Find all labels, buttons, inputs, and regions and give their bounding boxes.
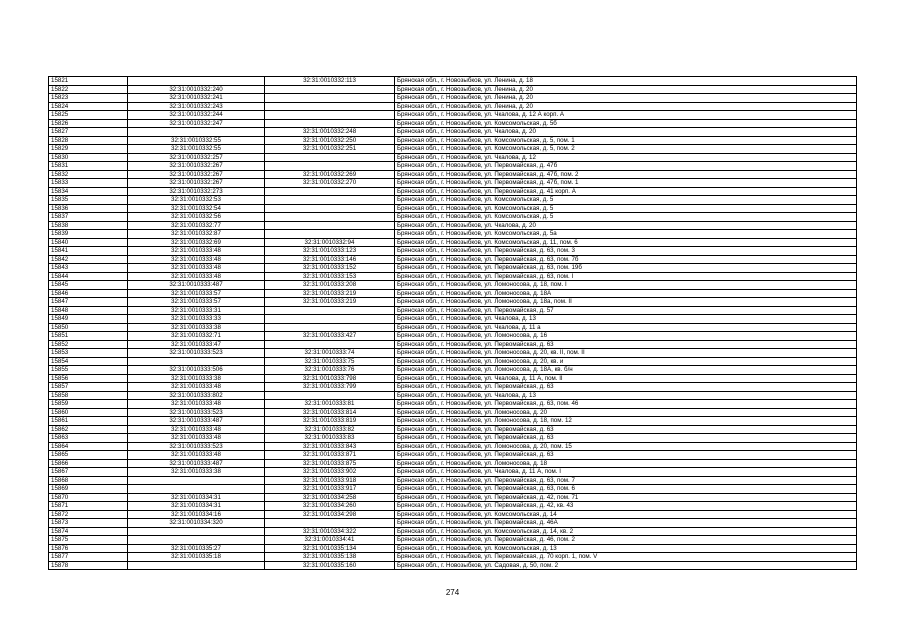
row-number-cell: 15833 [49,179,128,188]
row-number-cell: 15874 [49,527,128,536]
table-row [49,510,857,519]
cadastral-number-cell: 32:31:0010333:76 [265,366,395,375]
table-row [49,306,857,315]
row-number-cell: 15876 [49,544,128,553]
parent-cadastral-number-cell: 32:31:0010333:48 [128,400,265,409]
row-number-cell: 15873 [49,519,128,528]
table-row [49,170,857,179]
parent-cadastral-number-cell: 32:31:0010333:48 [128,451,265,460]
parent-cadastral-number-cell: 32:31:0010335:18 [128,553,265,562]
parent-cadastral-number-cell: 32:31:0010333:48 [128,434,265,443]
cadastral-number-cell: 32:31:0010334:322 [265,527,395,536]
cadastral-number-cell: 32:31:0010332:94 [265,238,395,247]
address-cell: Брянская обл., г. Новозыбков, ул. Первомайская, д. 63, пом. 19б [395,264,857,273]
address-cell: Брянская обл., г. Новозыбков, ул. Ломоносова, д. 18А, кв. б/н [395,366,857,375]
row-number-cell: 15862 [49,425,128,434]
cadastral-number-cell: 32:31:0010333:871 [265,451,395,460]
parent-cadastral-number-cell: 32:31:0010332:267 [128,162,265,171]
row-number-cell: 15842 [49,255,128,264]
address-cell: Брянская обл., г. Новозыбков, ул. Ломоносова, д. 20, пом. 15 [395,442,857,451]
row-number-cell: 15870 [49,493,128,502]
table-row [49,366,857,375]
address-cell: Брянская обл., г. Новозыбков, ул. Первомайская, д. 70 корп. 1, пом. V [395,553,857,562]
row-number-cell: 15855 [49,366,128,375]
cadastral-number-cell [265,391,395,400]
parent-cadastral-number-cell: 32:31:0010333:506 [128,366,265,375]
table-row [49,391,857,400]
cadastral-number-cell: 32:31:0010335:138 [265,553,395,562]
table-row [49,289,857,298]
address-cell: Брянская обл., г. Новозыбков, ул. Ленина, д. 18 [395,77,857,86]
row-number-cell: 15850 [49,323,128,332]
cadastral-register-table [48,76,857,570]
cadastral-number-cell: 32:31:0010334:258 [265,493,395,502]
parent-cadastral-number-cell: 32:31:0010334:31 [128,502,265,511]
table-row [49,187,857,196]
parent-cadastral-number-cell: 32:31:0010333:57 [128,298,265,307]
row-number-cell: 15822 [49,85,128,94]
row-number-cell: 15846 [49,289,128,298]
row-number-cell: 15832 [49,170,128,179]
cadastral-number-cell [265,111,395,120]
row-number-cell: 15859 [49,400,128,409]
table-row [49,434,857,443]
address-cell: Брянская обл., г. Новозыбков, ул. Первомайская, д. 57 [395,306,857,315]
cadastral-number-cell: 32:31:0010335:134 [265,544,395,553]
table-row [49,476,857,485]
address-cell: Брянская обл., г. Новозыбков, ул. Комсомольская, д. 5а [395,230,857,239]
cadastral-number-cell: 32:31:0010333:219 [265,298,395,307]
cadastral-number-cell [265,196,395,205]
cadastral-number-cell [265,187,395,196]
row-number-cell: 15821 [49,77,128,86]
row-number-cell: 15829 [49,145,128,154]
cadastral-number-cell: 32:31:0010333:798 [265,374,395,383]
table-row [49,221,857,230]
parent-cadastral-number-cell: 32:31:0010335:27 [128,544,265,553]
address-cell: Брянская обл., г. Новозыбков, ул. Чкалова, д. 11 А, пом. II [395,374,857,383]
row-number-cell: 15845 [49,281,128,290]
parent-cadastral-number-cell: 32:31:0010332:69 [128,238,265,247]
table-row [49,502,857,511]
table-row [49,230,857,239]
cadastral-number-cell: 32:31:0010333:152 [265,264,395,273]
cadastral-number-cell: 32:31:0010333:75 [265,357,395,366]
cadastral-number-cell: 32:31:0010333:83 [265,434,395,443]
cadastral-number-cell: 32:31:0010333:918 [265,476,395,485]
address-cell: Брянская обл., г. Новозыбков, ул. Чкалова, д. 20 [395,128,857,137]
cadastral-number-cell [265,162,395,171]
parent-cadastral-number-cell: 32:31:0010333:487 [128,281,265,290]
parent-cadastral-number-cell: 32:31:0010332:71 [128,332,265,341]
row-number-cell: 15838 [49,221,128,230]
row-number-cell: 15868 [49,476,128,485]
table-row [49,94,857,103]
cadastral-number-cell [265,230,395,239]
parent-cadastral-number-cell [128,527,265,536]
table-row [49,85,857,94]
table-row [49,213,857,222]
table-row [49,425,857,434]
table-row [49,102,857,111]
address-cell: Брянская обл., г. Новозыбков, ул. Чкалова, д. 13 [395,391,857,400]
row-number-cell: 15866 [49,459,128,468]
cadastral-number-cell [265,94,395,103]
parent-cadastral-number-cell: 32:31:0010332:55 [128,136,265,145]
address-cell: Брянская обл., г. Новозыбков, ул. Первомайская, д. 63 [395,340,857,349]
cadastral-number-cell: 32:31:0010334:298 [265,510,395,519]
row-number-cell: 15852 [49,340,128,349]
table-row [49,459,857,468]
cadastral-number-cell: 32:31:0010333:123 [265,247,395,256]
cadastral-number-cell [265,306,395,315]
row-number-cell: 15858 [49,391,128,400]
table-row [49,519,857,528]
cadastral-number-cell [265,153,395,162]
table-row [49,417,857,426]
cadastral-number-cell [265,315,395,324]
address-cell: Брянская обл., г. Новозыбков, ул. Первомайская, д. 47б, пом. 1 [395,179,857,188]
row-number-cell: 15823 [49,94,128,103]
address-cell: Брянская обл., г. Новозыбков, ул. Первомайская, д. 63 [395,451,857,460]
table-row [49,247,857,256]
register-table-body [49,77,857,570]
address-cell: Брянская обл., г. Новозыбков, ул. Первомайская, д. 41 корп. А [395,187,857,196]
cadastral-number-cell: 32:31:0010333:74 [265,349,395,358]
parent-cadastral-number-cell: 32:31:0010332:247 [128,119,265,128]
parent-cadastral-number-cell: 32:31:0010332:55 [128,145,265,154]
row-number-cell: 15824 [49,102,128,111]
cadastral-number-cell: 32:31:0010333:208 [265,281,395,290]
row-number-cell: 15834 [49,187,128,196]
row-number-cell: 15844 [49,272,128,281]
parent-cadastral-number-cell: 32:31:0010332:240 [128,85,265,94]
row-number-cell: 15831 [49,162,128,171]
parent-cadastral-number-cell: 32:31:0010333:48 [128,383,265,392]
row-number-cell: 15841 [49,247,128,256]
parent-cadastral-number-cell: 32:31:0010332:257 [128,153,265,162]
table-row [49,451,857,460]
address-cell: Брянская обл., г. Новозыбков, ул. Чкалова, д. 12 А корп. А [395,111,857,120]
row-number-cell: 15871 [49,502,128,511]
table-row [49,162,857,171]
table-row [49,153,857,162]
row-number-cell: 15872 [49,510,128,519]
table-row [49,553,857,562]
cadastral-number-cell: 32:31:0010333:819 [265,417,395,426]
parent-cadastral-number-cell: 32:31:0010333:38 [128,323,265,332]
parent-cadastral-number-cell [128,357,265,366]
cadastral-number-cell: 32:31:0010332:250 [265,136,395,145]
cadastral-number-cell: 32:31:0010333:843 [265,442,395,451]
table-row [49,544,857,553]
row-number-cell: 15865 [49,451,128,460]
cadastral-number-cell [265,204,395,213]
table-row [49,536,857,545]
table-row [49,179,857,188]
table-row [49,374,857,383]
parent-cadastral-number-cell: 32:31:0010334:320 [128,519,265,528]
address-cell: Брянская обл., г. Новозыбков, ул. Комсомольская, д. 5 [395,213,857,222]
parent-cadastral-number-cell: 32:31:0010333:48 [128,247,265,256]
parent-cadastral-number-cell: 32:31:0010333:48 [128,255,265,264]
row-number-cell: 15861 [49,417,128,426]
row-number-cell: 15867 [49,468,128,477]
address-cell: Брянская обл., г. Новозыбков, ул. Комсомольская, д. 5 [395,204,857,213]
address-cell: Брянская обл., г. Новозыбков, ул. Комсомольская, д. 5, пом. 2 [395,145,857,154]
parent-cadastral-number-cell [128,561,265,570]
address-cell: Брянская обл., г. Новозыбков, ул. Первомайская, д. 42, кв. 43 [395,502,857,511]
address-cell: Брянская обл., г. Новозыбков, ул. Чкалова, д. 13 [395,315,857,324]
parent-cadastral-number-cell: 32:31:0010332:241 [128,94,265,103]
table-row [49,408,857,417]
table-row [49,136,857,145]
address-cell: Брянская обл., г. Новозыбков, ул. Комсомольская, д. 11, пом. 6 [395,238,857,247]
address-cell: Брянская обл., г. Новозыбков, ул. Первомайская, д. 47б, пом. 2 [395,170,857,179]
cadastral-number-cell: 32:31:0010334:41 [265,536,395,545]
table-row [49,111,857,120]
row-number-cell: 15837 [49,213,128,222]
table-row [49,468,857,477]
row-number-cell: 15843 [49,264,128,273]
parent-cadastral-number-cell: 32:31:0010333:802 [128,391,265,400]
cadastral-number-cell: 32:31:0010332:269 [265,170,395,179]
row-number-cell: 15863 [49,434,128,443]
address-cell: Брянская обл., г. Новозыбков, ул. Первомайская, д. 42, пом. 71 [395,493,857,502]
address-cell: Брянская обл., г. Новозыбков, ул. Ломоносова, д. 18А [395,289,857,298]
parent-cadastral-number-cell: 32:31:0010332:56 [128,213,265,222]
cadastral-number-cell [265,519,395,528]
row-number-cell: 15836 [49,204,128,213]
row-number-cell: 15860 [49,408,128,417]
address-cell: Брянская обл., г. Новозыбков, ул. Ленина, д. 20 [395,102,857,111]
table-row [49,264,857,273]
address-cell: Брянская обл., г. Новозыбков, ул. Чкалова, д. 11 А, пом. I [395,468,857,477]
row-number-cell: 15840 [49,238,128,247]
address-cell: Брянская обл., г. Новозыбков, ул. Комсомольская, д. 5 [395,196,857,205]
parent-cadastral-number-cell [128,536,265,545]
table-row [49,485,857,494]
parent-cadastral-number-cell: 32:31:0010333:523 [128,349,265,358]
parent-cadastral-number-cell: 32:31:0010332:244 [128,111,265,120]
cadastral-number-cell: 32:31:0010334:260 [265,502,395,511]
cadastral-number-cell [265,213,395,222]
cadastral-number-cell: 32:31:0010332:251 [265,145,395,154]
address-cell: Брянская обл., г. Новозыбков, ул. Первомайская, д. 63 [395,434,857,443]
parent-cadastral-number-cell: 32:31:0010333:523 [128,442,265,451]
parent-cadastral-number-cell: 32:31:0010332:53 [128,196,265,205]
cadastral-number-cell [265,119,395,128]
address-cell: Брянская обл., г. Новозыбков, ул. Ломоносова, д. 18, пом. 12 [395,417,857,426]
address-cell: Брянская обл., г. Новозыбков, ул. Ленина, д. 20 [395,94,857,103]
cadastral-number-cell: 32:31:0010333:81 [265,400,395,409]
parent-cadastral-number-cell: 32:31:0010334:16 [128,510,265,519]
table-row [49,315,857,324]
parent-cadastral-number-cell: 32:31:0010332:87 [128,230,265,239]
address-cell: Брянская обл., г. Новозыбков, ул. Ломоносова, д. 18а, пом. II [395,298,857,307]
address-cell: Брянская обл., г. Новозыбков, ул. Первомайская, д. 63 [395,383,857,392]
cadastral-number-cell: 32:31:0010333:799 [265,383,395,392]
address-cell: Брянская обл., г. Новозыбков, ул. Первомайская, д. 63, пом. 7 [395,476,857,485]
cadastral-number-cell: 32:31:0010332:248 [265,128,395,137]
address-cell: Брянская обл., г. Новозыбков, ул. Ломоносова, д. 20, кв. II, пом. II [395,349,857,358]
table-row [49,196,857,205]
address-cell: Брянская обл., г. Новозыбков, ул. Чкалова, д. 12 [395,153,857,162]
address-cell: Брянская обл., г. Новозыбков, ул. Ломоносова, д. 20, кв. и [395,357,857,366]
address-cell: Брянская обл., г. Новозыбков, ул. Первомайская, д. 46, пом. 2 [395,536,857,545]
row-number-cell: 15849 [49,315,128,324]
table-row [49,383,857,392]
parent-cadastral-number-cell: 32:31:0010332:267 [128,170,265,179]
address-cell: Брянская обл., г. Новозыбков, ул. Комсомольская, д. 5, пом. 1 [395,136,857,145]
parent-cadastral-number-cell [128,485,265,494]
address-cell: Брянская обл., г. Новозыбков, ул. Чкалова, д. 11 а [395,323,857,332]
row-number-cell: 15854 [49,357,128,366]
table-row [49,128,857,137]
address-cell: Брянская обл., г. Новозыбков, ул. Комсомольская, д. 14 [395,510,857,519]
row-number-cell: 15839 [49,230,128,239]
cadastral-number-cell [265,340,395,349]
table-row [49,340,857,349]
row-number-cell: 15828 [49,136,128,145]
table-row [49,145,857,154]
cadastral-number-cell: 32:31:0010332:113 [265,77,395,86]
row-number-cell: 15877 [49,553,128,562]
cadastral-number-cell: 32:31:0010333:146 [265,255,395,264]
table-row [49,298,857,307]
table-row [49,323,857,332]
table-row [49,204,857,213]
table-row [49,281,857,290]
table-row [49,272,857,281]
row-number-cell: 15848 [49,306,128,315]
cadastral-number-cell [265,221,395,230]
address-cell: Брянская обл., г. Новозыбков, ул. Первомайская, д. 63, пом. I [395,272,857,281]
parent-cadastral-number-cell: 32:31:0010333:48 [128,425,265,434]
address-cell: Брянская обл., г. Новозыбков, ул. Первомайская, д. 63 [395,425,857,434]
row-number-cell: 15835 [49,196,128,205]
table-row [49,238,857,247]
cadastral-number-cell: 32:31:0010333:875 [265,459,395,468]
row-number-cell: 15830 [49,153,128,162]
address-cell: Брянская обл., г. Новозыбков, ул. Ленина, д. 20 [395,85,857,94]
cadastral-number-cell [265,323,395,332]
table-row [49,332,857,341]
cadastral-number-cell: 32:31:0010333:902 [265,468,395,477]
address-cell: Брянская обл., г. Новозыбков, ул. Чкалова, д. 20 [395,221,857,230]
parent-cadastral-number-cell: 32:31:0010332:273 [128,187,265,196]
cadastral-number-cell [265,85,395,94]
row-number-cell: 15869 [49,485,128,494]
cadastral-number-cell: 32:31:0010332:270 [265,179,395,188]
address-cell: Брянская обл., г. Новозыбков, ул. Комсомольская, д. 5б [395,119,857,128]
parent-cadastral-number-cell: 32:31:0010333:57 [128,289,265,298]
parent-cadastral-number-cell: 32:31:0010332:77 [128,221,265,230]
table-row [49,255,857,264]
parent-cadastral-number-cell: 32:31:0010333:47 [128,340,265,349]
row-number-cell: 15851 [49,332,128,341]
cadastral-number-cell: 32:31:0010333:219 [265,289,395,298]
row-number-cell: 15853 [49,349,128,358]
row-number-cell: 15857 [49,383,128,392]
address-cell: Брянская обл., г. Новозыбков, ул. Первомайская, д. 63, пом. 7б [395,255,857,264]
table-row [49,119,857,128]
row-number-cell: 15856 [49,374,128,383]
cadastral-number-cell: 32:31:0010333:427 [265,332,395,341]
parent-cadastral-number-cell: 32:31:0010334:31 [128,493,265,502]
parent-cadastral-number-cell: 32:31:0010332:243 [128,102,265,111]
parent-cadastral-number-cell: 32:31:0010333:48 [128,264,265,273]
table-row [49,77,857,86]
parent-cadastral-number-cell: 32:31:0010333:487 [128,417,265,426]
cadastral-number-cell: 32:31:0010333:814 [265,408,395,417]
address-cell: Брянская обл., г. Новозыбков, ул. Садовая, д. 50, пом. 2 [395,561,857,570]
cadastral-number-cell: 32:31:0010333:153 [265,272,395,281]
row-number-cell: 15826 [49,119,128,128]
page-number: 274 [445,588,460,597]
row-number-cell: 15878 [49,561,128,570]
table-row [49,357,857,366]
parent-cadastral-number-cell: 32:31:0010333:487 [128,459,265,468]
parent-cadastral-number-cell [128,77,265,86]
parent-cadastral-number-cell: 32:31:0010333:33 [128,315,265,324]
address-cell: Брянская обл., г. Новозыбков, ул. Ломоносова, д. 16 [395,332,857,341]
parent-cadastral-number-cell: 32:31:0010333:38 [128,468,265,477]
cadastral-number-cell [265,102,395,111]
table-row [49,527,857,536]
table-row [49,400,857,409]
table-row [49,493,857,502]
address-cell: Брянская обл., г. Новозыбков, ул. Первомайская, д. 63, пом. 3 [395,247,857,256]
table-row [49,561,857,570]
parent-cadastral-number-cell: 32:31:0010332:267 [128,179,265,188]
cadastral-number-cell: 32:31:0010335:160 [265,561,395,570]
address-cell: Брянская обл., г. Новозыбков, ул. Первомайская, д. 46А [395,519,857,528]
parent-cadastral-number-cell [128,128,265,137]
row-number-cell: 15864 [49,442,128,451]
parent-cadastral-number-cell: 32:31:0010333:38 [128,374,265,383]
row-number-cell: 15827 [49,128,128,137]
table-row [49,349,857,358]
address-cell: Брянская обл., г. Новозыбков, ул. Первомайская, д. 63, пом. 6 [395,485,857,494]
address-cell: Брянская обл., г. Новозыбков, ул. Комсомольская, д. 14, кв. 2 [395,527,857,536]
parent-cadastral-number-cell [128,476,265,485]
parent-cadastral-number-cell: 32:31:0010333:523 [128,408,265,417]
address-cell: Брянская обл., г. Новозыбков, ул. Ломоносова, д. 18 [395,459,857,468]
address-cell: Брянская обл., г. Новозыбков, ул. Ломоносова, д. 18, пом. I [395,281,857,290]
parent-cadastral-number-cell: 32:31:0010333:31 [128,306,265,315]
address-cell: Брянская обл., г. Новозыбков, ул. Первомайская, д. 63, пом. 46 [395,400,857,409]
parent-cadastral-number-cell: 32:31:0010332:54 [128,204,265,213]
parent-cadastral-number-cell: 32:31:0010333:48 [128,272,265,281]
row-number-cell: 15847 [49,298,128,307]
address-cell: Брянская обл., г. Новозыбков, ул. Комсомольская, д. 13 [395,544,857,553]
row-number-cell: 15825 [49,111,128,120]
cadastral-number-cell: 32:31:0010333:82 [265,425,395,434]
address-cell: Брянская обл., г. Новозыбков, ул. Первомайская, д. 47б [395,162,857,171]
row-number-cell: 15875 [49,536,128,545]
table-row [49,442,857,451]
address-cell: Брянская обл., г. Новозыбков, ул. Ломоносова, д. 20 [395,408,857,417]
cadastral-number-cell: 32:31:0010333:917 [265,485,395,494]
